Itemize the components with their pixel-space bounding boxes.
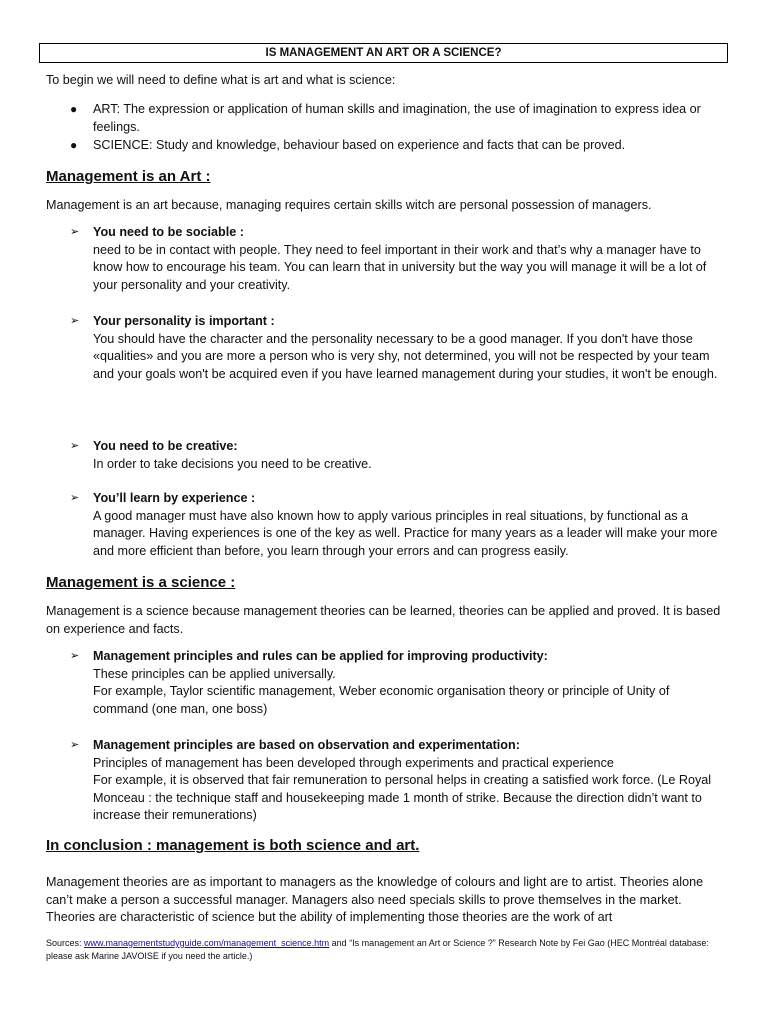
sources-label: Sources:: [46, 938, 85, 948]
art-item-experience: [93, 490, 725, 560]
art-item-personality: [93, 313, 725, 383]
science-item-observation: [93, 737, 725, 825]
item-body: A good manager must have also known how to apply various principles in real situations, by functional as a manager. Having experiences is one of the key as well. Practice for many years as a leader will make your more and more efficient than before, you learn through your errors and can progress easily.: [93, 508, 718, 558]
item-heading: You’ll learn by experience :: [93, 491, 256, 505]
science-intro: Management is a science because management theories can be learned, theories can be applied and proved. It is based on experience and facts.: [46, 604, 721, 636]
arrow-bullet-icon: ➢: [70, 650, 80, 662]
conclusion-text: Management theories are as important to managers as the knowledge of colours and light are to artist. Theories alone can’t make a person a successful manager. Managers also need specials skills to prove themselves in the market. Theories are characteristic of science but the ability of implementing those theories are the work of art: [46, 875, 704, 925]
item-line: These principles can be applied universally.: [93, 666, 336, 681]
science-heading: Management is a science :: [46, 574, 236, 591]
item-line: For example, Taylor scientific management, Weber economic organisation theory or principle of Unity of command (one man, one boss): [93, 684, 670, 716]
item-line: For example, it is observed that fair remuneration to personal helps in creating a satisfied work force. (Le Royal Monceau : the technique staff and housekeeping made 1 month of strike. Because the direction didn’t want to increase their remunerations): [93, 773, 712, 823]
item-body: In order to take decisions you need to be creative.: [93, 456, 372, 471]
conclusion-heading: In conclusion : management is both science and art.: [46, 837, 420, 854]
item-heading: Management principles are based on observation and experimentation:: [93, 738, 520, 752]
art-intro: Management is an art because, managing requires certain skills witch are personal possession of managers.: [46, 198, 652, 212]
sources-note: [46, 937, 726, 962]
item-heading: You need to be sociable :: [93, 225, 244, 239]
sources-rest: and “Is management an Art or Science ?” Research Note by Fei Gao (HEC Montréal database: please ask Marine JAVOISE if you need the article.): [46, 938, 709, 961]
science-item-productivity: [93, 648, 725, 718]
item-body: You should have the character and the personality necessary to be a good manager. If you don't have those «qualities» and you are more a person who is very shy, not determined, you will not be respected by your team and your goals won't be acquired even if you have learned management during your studies, it won't be enough.: [93, 331, 718, 381]
arrow-bullet-icon: ➢: [70, 739, 80, 751]
art-item-creative: [93, 438, 725, 473]
arrow-bullet-icon: ➢: [70, 492, 80, 504]
bullet-dot-icon: ●: [70, 102, 78, 116]
item-heading: Management principles and rules can be applied for improving productivity:: [93, 649, 548, 663]
arrow-bullet-icon: ➢: [70, 226, 80, 238]
art-item-sociable: [93, 224, 725, 294]
definition-art: ART: The expression or application of human skills and imagination, the use of imagination to express idea or feelings.: [93, 102, 701, 134]
arrow-bullet-icon: ➢: [70, 315, 80, 327]
item-body: need to be in contact with people. They need to feel important in their work and that’s why a manager have to know how to encourage his team. You can learn that in university but the way you will manage it will be a lot of your personality and your creativity.: [93, 242, 707, 292]
item-line: Principles of management has been developed through experiments and practical experience: [93, 755, 614, 770]
sources-link[interactable]: www.managementstudyguide.com/management_science.htm: [84, 938, 330, 948]
definition-science: SCIENCE: Study and knowledge, behaviour based on experience and facts that can be proved.: [93, 138, 626, 152]
item-heading: Your personality is important :: [93, 314, 275, 328]
bullet-dot-icon: ●: [70, 138, 78, 152]
art-heading: Management is an Art :: [46, 168, 211, 185]
arrow-bullet-icon: ➢: [70, 440, 80, 452]
item-heading: You need to be creative:: [93, 439, 238, 453]
page-title: IS MANAGEMENT AN ART OR A SCIENCE?: [39, 43, 728, 63]
intro-text: To begin we will need to define what is art and what is science:: [46, 73, 396, 87]
